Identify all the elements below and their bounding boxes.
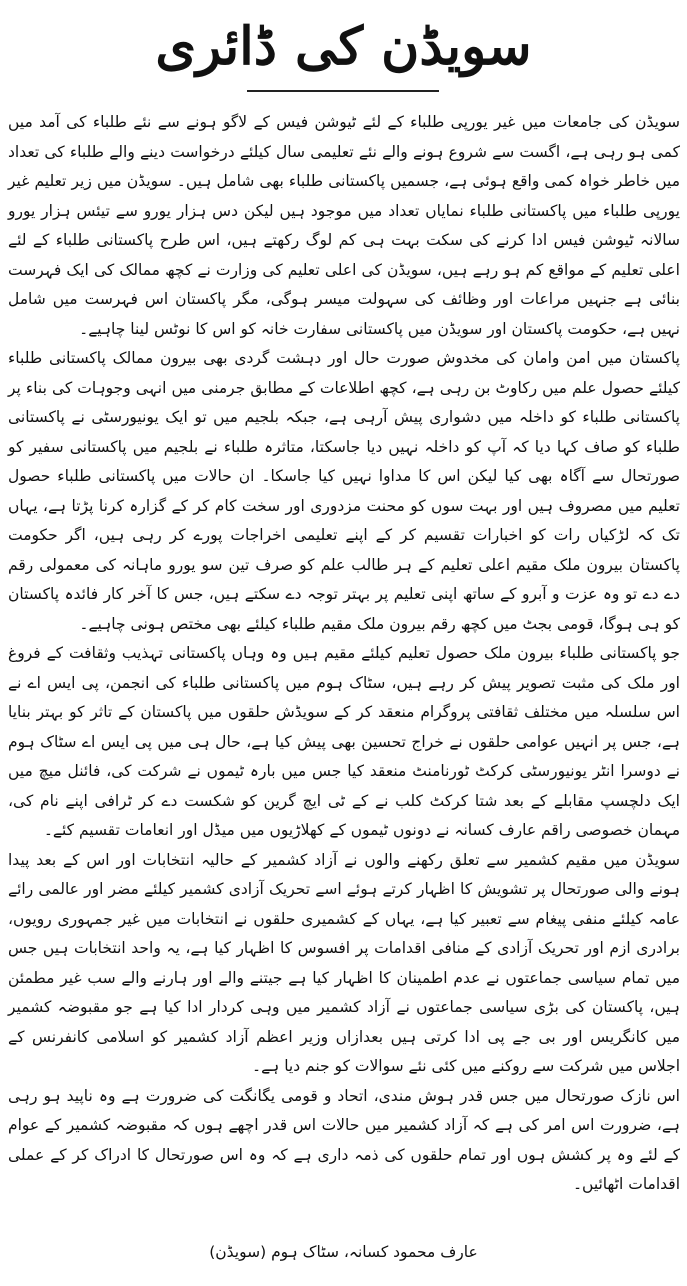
paragraph-tuition-fees: سویڈن کی جامعات میں غیر یورپی طلباء کے لئے ٹیوشن فیس کے لاگو ہونے سے نئے طلباء کی آمد میں کمی ہو رہی ہے، اگست سے شروع ہونے والے نئے تعلیمی سال کیلئے درخواست دینے والے طلباء کی تعداد میں خاطر خواہ کمی واقع ہوئی ہے، جسمیں پاکستانی طلباء بھی شامل ہیں۔ سویڈن میں زیر تعلیم غیر یورپی طلباء میں پاکستانی طلباء نمایاں تعداد میں موجود ہیں لیکن دس ہزار یورو سے تیئس ہزار یورو سالانہ ٹیوشن فیس ادا کرنے کی سکت بہت ہی کم لوگ رکھتے ہیں، اس طرح پاکستانی طلباء کے لئے اعلی تعلیم کے مواقع کم ہو رہے ہیں، سویڈن کی اعلی تعلیم کی وزارت نے کچھ ممالک کی ایک فہرست بنائی ہے جنہیں مراعات اور وظائف کی سہولت میسر ہوگی، مگر پاکستان اس فہرست میں شامل نہیں ہے، حکومت پاکستان اور سویڈن میں پاکستانی سفارت خانہ کو اس کا نوٹس لینا چاہیے۔: [8, 113, 680, 338]
paragraph-student-association: جو پاکستانی طلباء بیرون ملک حصول تعلیم کیلئے مقیم ہیں وہ وہاں پاکستانی تہذیب وثقافت کے فروغ اور ملک کی مثبت تصویر پیش کر رہے ہیں، سٹاک ہوم میں پاکستانی طلباء کی انجمن، پی ایس اے نے اس سلسلہ میں مختلف ثقافتی پروگرام منعقد کر کے سویڈش حلقوں میں پاکستان کے تاثر کو بہتر بنایا ہے، جس پر انہیں عوامی حلقوں نے خراج تحسین بھی پیش کیا ہے، حال ہی میں پی ایس اے سٹاک ہوم نے دوسرا انٹر یونیورسٹی کرکٹ ٹورنامنٹ منعقد کیا جس میں بارہ ٹیموں نے شرکت کی، فائنل میچ میں ایک دلچسپ مقابلے کے بعد شتا کرکٹ کلب نے کے ٹی ایچ گرین کو شکست دے کر ٹرافی اپنے نام کی، مہمان خصوصی راقم عارف کسانہ نے دونوں ٹیموں کے کھلاڑیوں میں میڈل اور انعامات تقسیم کئے۔: [8, 644, 680, 839]
title-divider: [247, 90, 439, 92]
paragraph-kashmir-elections: سویڈن میں مقیم کشمیر سے تعلق رکھنے والوں نے آزاد کشمیر کے حالیہ انتخابات اور اس کے بعد پیدا ہونے والی صورتحال پر تشویش کا اظہار کرتے ہوئے اسے تحریک آزادی کشمیر کیلئے مضر اور عالمی رائے عامہ کیلئے منفی پیغام سے تعبیر کیا ہے، یہاں کے کشمیری حلقوں نے انتخابات میں غیر جمہوری رویوں، برادری ازم اور تحریک آزادی کے منافی اقدامات پر افسوس کا اظہار کیا ہے، یہ واحد انتخابات ہیں جس میں تمام سیاسی جماعتوں نے عدم اطمینان کا اظہار کیا ہے جیتنے والے اور ہارنے والے سب غیر مطمئن ہیں، پاکستان کی بڑی سیاسی جماعتوں نے آزاد کشمیر میں وہی کردار ادا کیا ہے جو مقبوضہ کشمیر میں کانگریس اور بی جے پی ادا کرتی ہیں بعدازاں وزیر اعظم آزاد کشمیر کو اسلامی کانفرنس کے اجلاس میں شرکت سے روکنے میں کئی نئے سوالات کو جنم دیا ہے۔: [8, 850, 680, 1075]
article-body: [8, 108, 680, 1200]
paragraph-conclusion: اس نازک صورتحال میں جس قدر ہوش مندی، اتحاد و قومی یگانگت کی ضرورت ہے وہ ناپید ہو رہی ہے، ضرورت اس امر کی ہے کہ آزاد کشمیر میں حالات اس قدر اچھے ہوں کہ مقبوضہ کشمیر کے عوام کے لئے وہ پر کشش ہوں اور تمام حلقوں کی ذمہ داری ہے کہ وہ اس صورتحال کا ادراک کر کے عملی اقدامات اٹھائیں۔: [8, 1086, 680, 1193]
paragraph-security-situation: پاکستان میں امن وامان کی مخدوش صورت حال اور دہشت گردی بھی بیرون ممالک پاکستانی طلباء کیلئے حصول علم میں رکاوٹ بن رہی ہے، کچھ اطلاعات کے مطابق جرمنی میں انہی وجوہات کی بناء پر پاکستانی طلباء کو داخلہ میں دشواری پیش آرہی ہے، جبکہ بلجیم میں تو ایک یونیورسٹی نے پاکستانی طلباء کو صاف کہا دیا کہ آپ کو داخلہ نہیں دیا جاسکتا، متاثرہ طلباء نے بلجیم میں پاکستانی سفیر کو صورتحال سے آگاہ بھی کیا لیکن اس کا مداوا نہیں کیا جاسکا۔ ان حالات میں پاکستانی طلباء حصول تعلیم میں مصروف ہیں اور بہت سوں کو محنت مزدوری اور سخت کام کر کے گزارہ کرنا پڑتا ہے، یہاں تک کہ لڑکیاں رات کو اخبارات تقسیم کر کے اپنے تعلیمی اخراجات پورے کر رہی ہیں، اگر حکومت پاکستان بیرون ملک مقیم اعلی تعلیم کے ہر طالب علم کو صرف تین سو یورو ماہانہ کی معمولی رقم دے دے تو وہ عزت و آبرو کے ساتھ اپنی تعلیم پر بہتر توجہ دے سکتے ہیں، جس کا آخر کار فائدہ پاکستان کو ہی ہوگا، قومی بجٹ میں کچھ رقم بیرون ملک مقیم طلباء کیلئے بھی مختص ہونی چاہیے۔: [8, 349, 680, 633]
headline: سویڈن کی ڈائری: [155, 16, 532, 77]
author-signature: عارف محمود کسانہ، سٹاک ہوم (سویڈن): [209, 1243, 478, 1261]
